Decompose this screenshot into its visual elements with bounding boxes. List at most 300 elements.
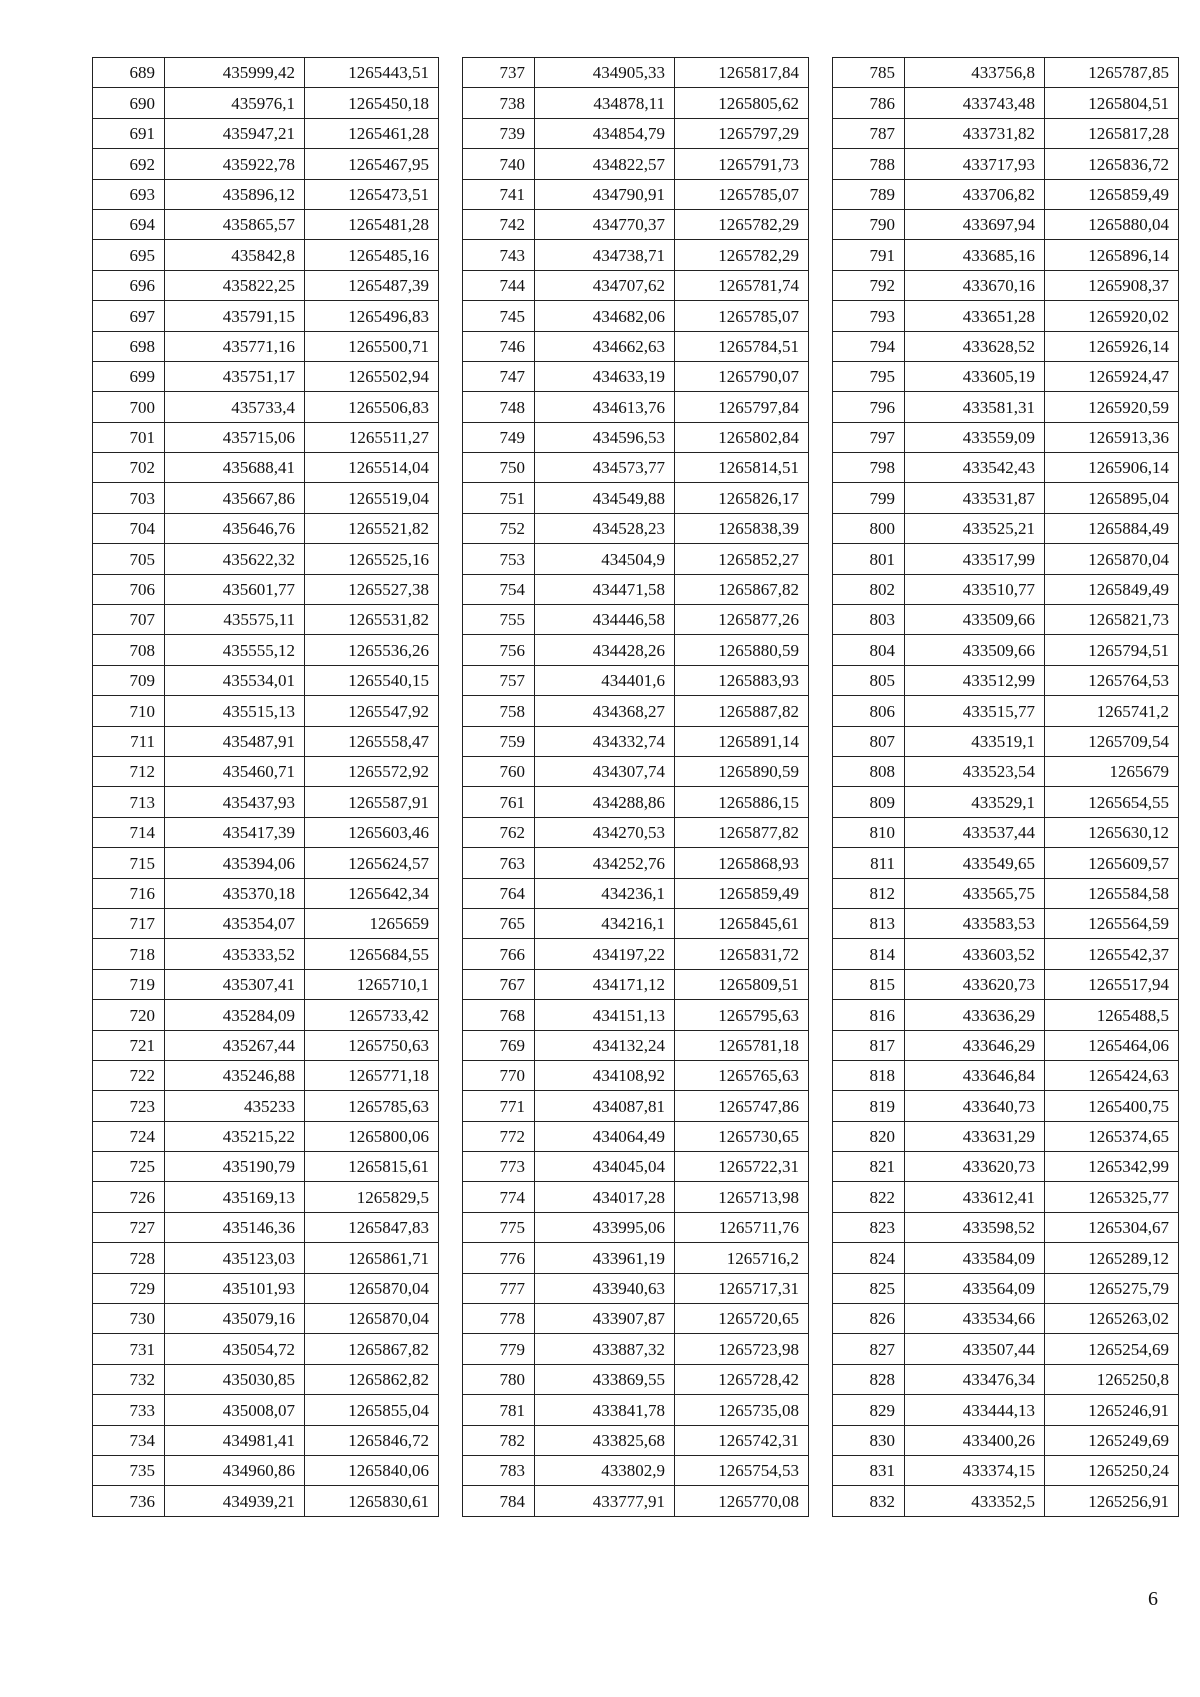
table-row — [463, 361, 809, 391]
x-coordinate-cell: 433640,73 — [905, 1091, 1045, 1121]
y-coordinate-cell: 1265527,38 — [305, 574, 439, 604]
point-number-cell: 810 — [833, 817, 905, 847]
point-number-cell: 725 — [93, 1152, 165, 1182]
table-row — [463, 1212, 809, 1242]
x-coordinate-cell: 435333,52 — [165, 939, 305, 969]
y-coordinate-cell: 1265920,59 — [1045, 392, 1179, 422]
y-coordinate-cell: 1265485,16 — [305, 240, 439, 270]
table-row — [833, 1121, 1179, 1151]
table-row — [833, 574, 1179, 604]
table-row — [463, 331, 809, 361]
table-row — [463, 817, 809, 847]
table-row — [463, 453, 809, 483]
point-number-cell: 822 — [833, 1182, 905, 1212]
x-coordinate-cell: 433961,19 — [535, 1243, 675, 1273]
x-coordinate-cell: 435999,42 — [165, 58, 305, 88]
point-number-cell: 751 — [463, 483, 535, 513]
point-number-cell: 820 — [833, 1121, 905, 1151]
x-coordinate-cell: 433777,91 — [535, 1486, 675, 1516]
table-row — [93, 1425, 439, 1455]
table-row — [463, 726, 809, 756]
point-number-cell: 798 — [833, 453, 905, 483]
y-coordinate-cell: 1265572,92 — [305, 756, 439, 786]
y-coordinate-cell: 1265747,86 — [675, 1091, 809, 1121]
y-coordinate-cell: 1265782,29 — [675, 240, 809, 270]
table-row — [93, 574, 439, 604]
x-coordinate-cell: 434633,19 — [535, 361, 675, 391]
table-row — [463, 787, 809, 817]
point-number-cell: 723 — [93, 1091, 165, 1121]
x-coordinate-cell: 434446,58 — [535, 605, 675, 635]
x-coordinate-cell: 433531,87 — [905, 483, 1045, 513]
point-number-cell: 799 — [833, 483, 905, 513]
point-number-cell: 831 — [833, 1455, 905, 1485]
table-row — [93, 1243, 439, 1273]
y-coordinate-cell: 1265467,95 — [305, 149, 439, 179]
point-number-cell: 710 — [93, 696, 165, 726]
y-coordinate-cell: 1265845,61 — [675, 908, 809, 938]
table-row — [93, 331, 439, 361]
x-coordinate-cell: 433583,53 — [905, 908, 1045, 938]
y-coordinate-cell: 1265838,39 — [675, 513, 809, 543]
x-coordinate-cell: 433802,9 — [535, 1455, 675, 1485]
x-coordinate-cell: 435487,91 — [165, 726, 305, 756]
point-number-cell: 765 — [463, 908, 535, 938]
point-number-cell: 781 — [463, 1395, 535, 1425]
point-number-cell: 735 — [93, 1455, 165, 1485]
x-coordinate-cell: 435079,16 — [165, 1304, 305, 1334]
x-coordinate-cell: 435101,93 — [165, 1273, 305, 1303]
point-number-cell: 812 — [833, 878, 905, 908]
table-row — [463, 1243, 809, 1273]
table-row — [93, 453, 439, 483]
y-coordinate-cell: 1265710,1 — [305, 969, 439, 999]
table-row — [833, 1091, 1179, 1121]
x-coordinate-cell: 434045,04 — [535, 1152, 675, 1182]
x-coordinate-cell: 435437,93 — [165, 787, 305, 817]
table-row — [833, 1455, 1179, 1485]
table-row — [93, 878, 439, 908]
y-coordinate-cell: 1265754,53 — [675, 1455, 809, 1485]
table-row — [463, 483, 809, 513]
point-number-cell: 715 — [93, 848, 165, 878]
y-coordinate-cell: 1265742,31 — [675, 1425, 809, 1455]
y-coordinate-cell: 1265488,5 — [1045, 1000, 1179, 1030]
x-coordinate-cell: 433581,31 — [905, 392, 1045, 422]
x-coordinate-cell: 434368,27 — [535, 696, 675, 726]
x-coordinate-cell: 433352,5 — [905, 1486, 1045, 1516]
y-coordinate-cell: 1265558,47 — [305, 726, 439, 756]
point-number-cell: 689 — [93, 58, 165, 88]
y-coordinate-cell: 1265855,04 — [305, 1395, 439, 1425]
y-coordinate-cell: 1265502,94 — [305, 361, 439, 391]
point-number-cell: 743 — [463, 240, 535, 270]
point-number-cell: 778 — [463, 1304, 535, 1334]
point-number-cell: 739 — [463, 118, 535, 148]
table-row — [833, 453, 1179, 483]
y-coordinate-cell: 1265609,57 — [1045, 848, 1179, 878]
table-row — [463, 1273, 809, 1303]
x-coordinate-cell: 435030,85 — [165, 1364, 305, 1394]
y-coordinate-cell: 1265920,02 — [1045, 301, 1179, 331]
y-coordinate-cell: 1265831,72 — [675, 939, 809, 969]
point-number-cell: 727 — [93, 1212, 165, 1242]
point-number-cell: 763 — [463, 848, 535, 878]
x-coordinate-cell: 434401,6 — [535, 665, 675, 695]
point-number-cell: 734 — [93, 1425, 165, 1455]
y-coordinate-cell: 1265924,47 — [1045, 361, 1179, 391]
x-coordinate-cell: 434682,06 — [535, 301, 675, 331]
y-coordinate-cell: 1265400,75 — [1045, 1091, 1179, 1121]
y-coordinate-cell: 1265802,84 — [675, 422, 809, 452]
y-coordinate-cell: 1265254,69 — [1045, 1334, 1179, 1364]
x-coordinate-cell: 435354,07 — [165, 908, 305, 938]
y-coordinate-cell: 1265870,04 — [305, 1273, 439, 1303]
point-number-cell: 806 — [833, 696, 905, 726]
x-coordinate-cell: 435515,13 — [165, 696, 305, 726]
table-row — [833, 149, 1179, 179]
table-row — [93, 1395, 439, 1425]
table-row — [833, 270, 1179, 300]
y-coordinate-cell: 1265861,71 — [305, 1243, 439, 1273]
y-coordinate-cell: 1265500,71 — [305, 331, 439, 361]
point-number-cell: 807 — [833, 726, 905, 756]
point-number-cell: 721 — [93, 1030, 165, 1060]
point-number-cell: 701 — [93, 422, 165, 452]
table-row — [463, 908, 809, 938]
table-row — [833, 1060, 1179, 1090]
table-row — [463, 1060, 809, 1090]
y-coordinate-cell: 1265797,29 — [675, 118, 809, 148]
table-row — [93, 908, 439, 938]
table-row — [93, 756, 439, 786]
y-coordinate-cell: 1265275,79 — [1045, 1273, 1179, 1303]
point-number-cell: 768 — [463, 1000, 535, 1030]
table-row — [833, 1364, 1179, 1394]
point-number-cell: 788 — [833, 149, 905, 179]
point-number-cell: 713 — [93, 787, 165, 817]
x-coordinate-cell: 435622,32 — [165, 544, 305, 574]
point-number-cell: 766 — [463, 939, 535, 969]
table-row — [93, 1486, 439, 1516]
y-coordinate-cell: 1265540,15 — [305, 665, 439, 695]
x-coordinate-cell: 435190,79 — [165, 1152, 305, 1182]
x-coordinate-cell: 435575,11 — [165, 605, 305, 635]
point-number-cell: 720 — [93, 1000, 165, 1030]
table-row — [833, 1273, 1179, 1303]
point-number-cell: 823 — [833, 1212, 905, 1242]
y-coordinate-cell: 1265250,8 — [1045, 1364, 1179, 1394]
table-row — [463, 209, 809, 239]
point-number-cell: 819 — [833, 1091, 905, 1121]
table-row — [833, 483, 1179, 513]
x-coordinate-cell: 433651,28 — [905, 301, 1045, 331]
table-row — [93, 1030, 439, 1060]
table-row — [463, 696, 809, 726]
table-row — [463, 1364, 809, 1394]
y-coordinate-cell: 1265913,36 — [1045, 422, 1179, 452]
x-coordinate-cell: 435947,21 — [165, 118, 305, 148]
x-coordinate-cell: 434854,79 — [535, 118, 675, 148]
y-coordinate-cell: 1265496,83 — [305, 301, 439, 331]
point-number-cell: 755 — [463, 605, 535, 635]
point-number-cell: 817 — [833, 1030, 905, 1060]
table-row — [463, 1395, 809, 1425]
x-coordinate-cell: 433869,55 — [535, 1364, 675, 1394]
x-coordinate-cell: 433620,73 — [905, 1152, 1045, 1182]
point-number-cell: 803 — [833, 605, 905, 635]
x-coordinate-cell: 433512,99 — [905, 665, 1045, 695]
y-coordinate-cell: 1265481,28 — [305, 209, 439, 239]
table-row — [833, 817, 1179, 847]
x-coordinate-cell: 434252,76 — [535, 848, 675, 878]
y-coordinate-cell: 1265870,04 — [305, 1304, 439, 1334]
x-coordinate-cell: 433517,99 — [905, 544, 1045, 574]
point-number-cell: 826 — [833, 1304, 905, 1334]
y-coordinate-cell: 1265849,49 — [1045, 574, 1179, 604]
y-coordinate-cell: 1265886,15 — [675, 787, 809, 817]
x-coordinate-cell: 434822,57 — [535, 149, 675, 179]
x-coordinate-cell: 433706,82 — [905, 179, 1045, 209]
y-coordinate-cell: 1265304,67 — [1045, 1212, 1179, 1242]
x-coordinate-cell: 434332,74 — [535, 726, 675, 756]
y-coordinate-cell: 1265877,82 — [675, 817, 809, 847]
table-row — [463, 1486, 809, 1516]
table-row — [833, 1243, 1179, 1273]
y-coordinate-cell: 1265735,08 — [675, 1395, 809, 1425]
table-row — [93, 1455, 439, 1485]
y-coordinate-cell: 1265464,06 — [1045, 1030, 1179, 1060]
x-coordinate-cell: 434270,53 — [535, 817, 675, 847]
y-coordinate-cell: 1265800,06 — [305, 1121, 439, 1151]
x-coordinate-cell: 435394,06 — [165, 848, 305, 878]
y-coordinate-cell: 1265624,57 — [305, 848, 439, 878]
x-coordinate-cell: 433374,15 — [905, 1455, 1045, 1485]
table-row — [833, 1000, 1179, 1030]
table-row — [463, 1121, 809, 1151]
table-row — [463, 756, 809, 786]
y-coordinate-cell: 1265785,63 — [305, 1091, 439, 1121]
table-row — [93, 1152, 439, 1182]
point-number-cell: 692 — [93, 149, 165, 179]
table-row — [833, 1334, 1179, 1364]
x-coordinate-cell: 435842,8 — [165, 240, 305, 270]
x-coordinate-cell: 433628,52 — [905, 331, 1045, 361]
y-coordinate-cell: 1265564,59 — [1045, 908, 1179, 938]
point-number-cell: 805 — [833, 665, 905, 695]
y-coordinate-cell: 1265765,63 — [675, 1060, 809, 1090]
coordinate-table-1 — [92, 57, 439, 1517]
y-coordinate-cell: 1265880,04 — [1045, 209, 1179, 239]
table-row — [833, 635, 1179, 665]
y-coordinate-cell: 1265263,02 — [1045, 1304, 1179, 1334]
y-coordinate-cell: 1265723,98 — [675, 1334, 809, 1364]
x-coordinate-cell: 434738,71 — [535, 240, 675, 270]
point-number-cell: 696 — [93, 270, 165, 300]
coordinate-table-3 — [832, 57, 1179, 1517]
x-coordinate-cell: 434528,23 — [535, 513, 675, 543]
x-coordinate-cell: 435896,12 — [165, 179, 305, 209]
table-row — [463, 635, 809, 665]
y-coordinate-cell: 1265830,61 — [305, 1486, 439, 1516]
table-row — [833, 878, 1179, 908]
point-number-cell: 714 — [93, 817, 165, 847]
y-coordinate-cell: 1265716,2 — [675, 1243, 809, 1273]
table-row — [833, 1486, 1179, 1516]
table-row — [93, 513, 439, 543]
x-coordinate-cell: 434064,49 — [535, 1121, 675, 1151]
x-coordinate-cell: 433565,75 — [905, 878, 1045, 908]
point-number-cell: 780 — [463, 1364, 535, 1394]
x-coordinate-cell: 434549,88 — [535, 483, 675, 513]
point-number-cell: 767 — [463, 969, 535, 999]
point-number-cell: 754 — [463, 574, 535, 604]
y-coordinate-cell: 1265883,93 — [675, 665, 809, 695]
x-coordinate-cell: 433907,87 — [535, 1304, 675, 1334]
x-coordinate-cell: 434905,33 — [535, 58, 675, 88]
point-number-cell: 694 — [93, 209, 165, 239]
y-coordinate-cell: 1265809,51 — [675, 969, 809, 999]
y-coordinate-cell: 1265815,61 — [305, 1152, 439, 1182]
y-coordinate-cell: 1265895,04 — [1045, 483, 1179, 513]
point-number-cell: 756 — [463, 635, 535, 665]
point-number-cell: 728 — [93, 1243, 165, 1273]
point-number-cell: 791 — [833, 240, 905, 270]
point-number-cell: 802 — [833, 574, 905, 604]
point-number-cell: 724 — [93, 1121, 165, 1151]
point-number-cell: 795 — [833, 361, 905, 391]
point-number-cell: 730 — [93, 1304, 165, 1334]
y-coordinate-cell: 1265859,49 — [675, 878, 809, 908]
table-row — [463, 179, 809, 209]
x-coordinate-cell: 433620,73 — [905, 969, 1045, 999]
point-number-cell: 764 — [463, 878, 535, 908]
y-coordinate-cell: 1265908,37 — [1045, 270, 1179, 300]
point-number-cell: 698 — [93, 331, 165, 361]
table-row — [93, 179, 439, 209]
y-coordinate-cell: 1265821,73 — [1045, 605, 1179, 635]
point-number-cell: 697 — [93, 301, 165, 331]
coordinate-table-2 — [462, 57, 809, 1517]
table-row — [833, 908, 1179, 938]
point-number-cell: 830 — [833, 1425, 905, 1455]
y-coordinate-cell: 1265781,18 — [675, 1030, 809, 1060]
y-coordinate-cell: 1265787,85 — [1045, 58, 1179, 88]
point-number-cell: 790 — [833, 209, 905, 239]
point-number-cell: 748 — [463, 392, 535, 422]
table-row — [93, 361, 439, 391]
point-number-cell: 733 — [93, 1395, 165, 1425]
x-coordinate-cell: 433507,44 — [905, 1334, 1045, 1364]
y-coordinate-cell: 1265514,04 — [305, 453, 439, 483]
table-row — [93, 1273, 439, 1303]
table-row — [463, 422, 809, 452]
y-coordinate-cell: 1265859,49 — [1045, 179, 1179, 209]
y-coordinate-cell: 1265461,28 — [305, 118, 439, 148]
table-row — [833, 209, 1179, 239]
point-number-cell: 784 — [463, 1486, 535, 1516]
table-row — [833, 1212, 1179, 1242]
x-coordinate-cell: 434707,62 — [535, 270, 675, 300]
table-row — [833, 1304, 1179, 1334]
table-row — [93, 1334, 439, 1364]
point-number-cell: 719 — [93, 969, 165, 999]
point-number-cell: 690 — [93, 88, 165, 118]
table-row — [463, 969, 809, 999]
table-row — [833, 696, 1179, 726]
x-coordinate-cell: 435601,77 — [165, 574, 305, 604]
x-coordinate-cell: 434878,11 — [535, 88, 675, 118]
table-row — [833, 513, 1179, 543]
point-number-cell: 709 — [93, 665, 165, 695]
y-coordinate-cell: 1265797,84 — [675, 392, 809, 422]
point-number-cell: 762 — [463, 817, 535, 847]
point-number-cell: 738 — [463, 88, 535, 118]
y-coordinate-cell: 1265684,55 — [305, 939, 439, 969]
table-row — [93, 1121, 439, 1151]
x-coordinate-cell: 433605,19 — [905, 361, 1045, 391]
y-coordinate-cell: 1265713,98 — [675, 1182, 809, 1212]
table-row — [463, 1000, 809, 1030]
y-coordinate-cell: 1265730,65 — [675, 1121, 809, 1151]
y-coordinate-cell: 1265794,51 — [1045, 635, 1179, 665]
x-coordinate-cell: 435922,78 — [165, 149, 305, 179]
y-coordinate-cell: 1265846,72 — [305, 1425, 439, 1455]
point-number-cell: 691 — [93, 118, 165, 148]
table-row — [833, 88, 1179, 118]
point-number-cell: 711 — [93, 726, 165, 756]
y-coordinate-cell: 1265289,12 — [1045, 1243, 1179, 1273]
x-coordinate-cell: 434960,86 — [165, 1455, 305, 1485]
table-row — [93, 270, 439, 300]
table-row — [463, 848, 809, 878]
point-number-cell: 718 — [93, 939, 165, 969]
y-coordinate-cell: 1265877,26 — [675, 605, 809, 635]
y-coordinate-cell: 1265814,51 — [675, 453, 809, 483]
point-number-cell: 772 — [463, 1121, 535, 1151]
x-coordinate-cell: 433646,29 — [905, 1030, 1045, 1060]
table-row — [463, 1304, 809, 1334]
table-row — [463, 513, 809, 543]
point-number-cell: 753 — [463, 544, 535, 574]
x-coordinate-cell: 435555,12 — [165, 635, 305, 665]
point-number-cell: 700 — [93, 392, 165, 422]
table-row — [463, 544, 809, 574]
y-coordinate-cell: 1265642,34 — [305, 878, 439, 908]
y-coordinate-cell: 1265785,07 — [675, 179, 809, 209]
point-number-cell: 699 — [93, 361, 165, 391]
y-coordinate-cell: 1265868,93 — [675, 848, 809, 878]
table-row — [93, 1060, 439, 1090]
y-coordinate-cell: 1265246,91 — [1045, 1395, 1179, 1425]
y-coordinate-cell: 1265249,69 — [1045, 1425, 1179, 1455]
x-coordinate-cell: 433534,66 — [905, 1304, 1045, 1334]
table-row — [833, 544, 1179, 574]
y-coordinate-cell: 1265709,54 — [1045, 726, 1179, 756]
y-coordinate-cell: 1265805,62 — [675, 88, 809, 118]
table-row — [463, 1030, 809, 1060]
point-number-cell: 729 — [93, 1273, 165, 1303]
table-row — [463, 1091, 809, 1121]
point-number-cell: 771 — [463, 1091, 535, 1121]
table-row — [833, 179, 1179, 209]
y-coordinate-cell: 1265891,14 — [675, 726, 809, 756]
y-coordinate-cell: 1265884,49 — [1045, 513, 1179, 543]
x-coordinate-cell: 434573,77 — [535, 453, 675, 483]
table-row — [833, 331, 1179, 361]
y-coordinate-cell: 1265890,59 — [675, 756, 809, 786]
y-coordinate-cell: 1265717,31 — [675, 1273, 809, 1303]
